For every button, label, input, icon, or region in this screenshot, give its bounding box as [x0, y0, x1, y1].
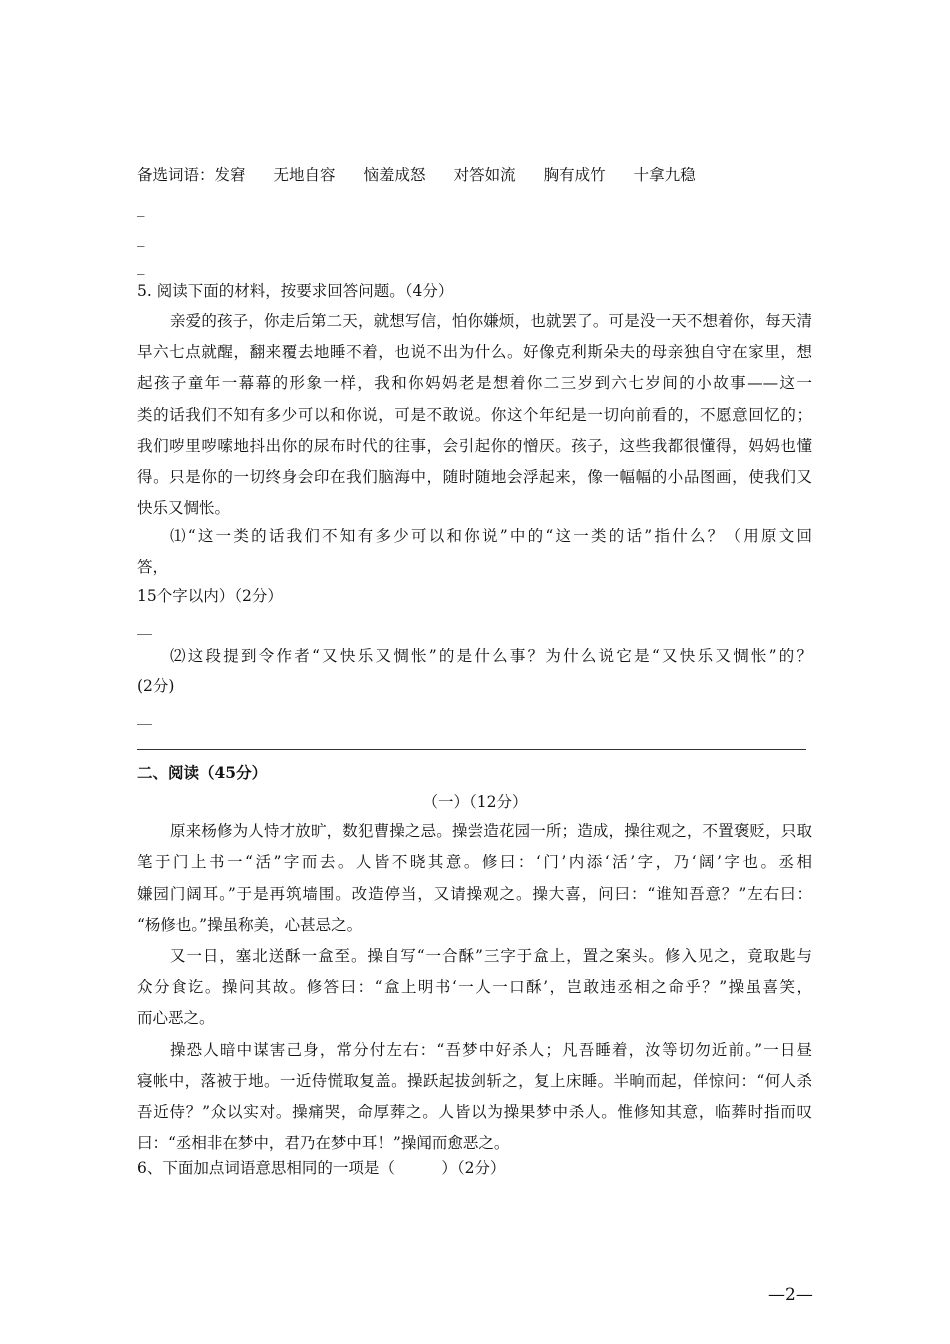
passage-line: 寝帐中，落被于地。一近侍慌取复盖。操跃起拔剑斩之，复上床睡。半晌而起，佯惊问：“何人杀 [137, 1072, 812, 1090]
passage-line: 得。只是你的一切终身会印在我们脑海中，随时随地会浮起来，像一幅幅的小品图画，使我们又 [137, 468, 812, 486]
section-2-title: 二、阅读（45分） [137, 763, 268, 782]
passage-line: 而心恶之。 [137, 1009, 215, 1027]
candidate-word: 胸有成竹 [543, 166, 606, 184]
answer-blank: __ [137, 617, 152, 635]
passage-line: 曰：“丞相非在梦中，君乃在梦中耳！”操闻而愈恶之。 [137, 1134, 510, 1152]
passage-line: 又一日，塞北送酥一盒至。操自写“一合酥”三字于盒上，置之案头。修入见之，竟取匙与 [170, 947, 812, 965]
sub-question-1: ⑴“这一类的话我们不知有多少可以和你说”中的“这一类的话”指什么？（用原文回 [170, 527, 812, 545]
answer-blank: _ [137, 229, 145, 247]
sub-question-2: ⑵这段提到令作者“又快乐又惆怅”的是什么事？为什么说它是“又快乐又惆怅”的？ [170, 647, 812, 665]
sub-question-1-cont: 15个字以内）（2分） [137, 587, 283, 605]
candidate-word: 恼羞成怒 [363, 166, 426, 184]
sub-question-1-cont: 答， [137, 558, 169, 576]
page-number: —2— [768, 1285, 813, 1305]
candidate-words-label: 备选词语： [137, 166, 215, 184]
answer-blank: _ [137, 199, 145, 217]
answer-line-divider [137, 749, 806, 750]
passage-line: 原来杨修为人恃才放旷，数犯曹操之忌。操尝造花园一所；造成，操往观之，不置褒贬，只取 [170, 822, 812, 840]
passage-line: 众分食讫。操问其故。修答曰：“盒上明书‘一人一口酥’，岂敢违丞相之命乎？”操虽喜笑， [137, 978, 812, 996]
passage-line: “杨修也。”操虽称美，心甚忌之。 [137, 916, 363, 934]
candidate-word: 无地自容 [273, 166, 336, 184]
passage-line: 吾近侍？”众以实对。操痛哭，命厚葬之。人皆以为操果梦中杀人。惟修知其意，临葬时指而叹 [137, 1103, 812, 1121]
answer-blank: _ [137, 257, 145, 275]
passage-line: 我们哕里哕嗦地抖出你的尿布时代的往事，会引起你的憎厌。孩子，这些我都很懂得，妈妈也懂 [137, 437, 812, 455]
passage-line: 类的话我们不知有多少可以和你说，可是不敢说。你这个年纪是一切向前看的，不愿意回忆的； [137, 406, 812, 424]
candidate-word: 发窘 [214, 166, 246, 184]
candidate-words-line [137, 165, 696, 185]
passage-line: 起孩子童年一幕幕的形象一样，我和你妈妈老是想着你二三岁到六七岁间的小故事——这一 [137, 374, 812, 392]
candidate-word: 对答如流 [453, 166, 516, 184]
candidate-word: 十拿九稳 [633, 166, 696, 184]
passage-line: 快乐又惆怅。 [137, 499, 231, 517]
question-6-title: 6、下面加点词语意思相同的一项是（ ）（2分） [137, 1159, 506, 1177]
passage-line: 亲爱的孩子，你走后第二天，就想写信，怕你嫌烦，也就罢了。可是没一天不想着你，每天清 [170, 312, 812, 330]
question-5-title: 5. 阅读下面的材料，按要求回答问题。（4分） [137, 282, 454, 300]
passage-line: 笔于门上书一“活”字而去。人皆不晓其意。修曰：‘门’内添‘活’字，乃‘阔’字也。丞相 [137, 853, 812, 871]
passage-line: 嫌园门阔耳。”于是再筑墙围。改造停当，又请操观之。操大喜，问曰：“谁知吾意？”左右曰： [137, 885, 812, 903]
passage-line: 早六七点就醒，翻来覆去地睡不着，也说不出为什么。好像克利斯朵夫的母亲独自守在家里，想 [137, 343, 812, 361]
answer-blank: __ [137, 707, 152, 725]
sub-question-2-cont: (2分) [137, 677, 175, 695]
section-2-subtitle: （一）（12分） [422, 793, 528, 811]
passage-line: 操恐人暗中谋害己身，常分付左右：“吾梦中好杀人；凡吾睡着，汝等切勿近前。”一日昼 [170, 1041, 812, 1059]
